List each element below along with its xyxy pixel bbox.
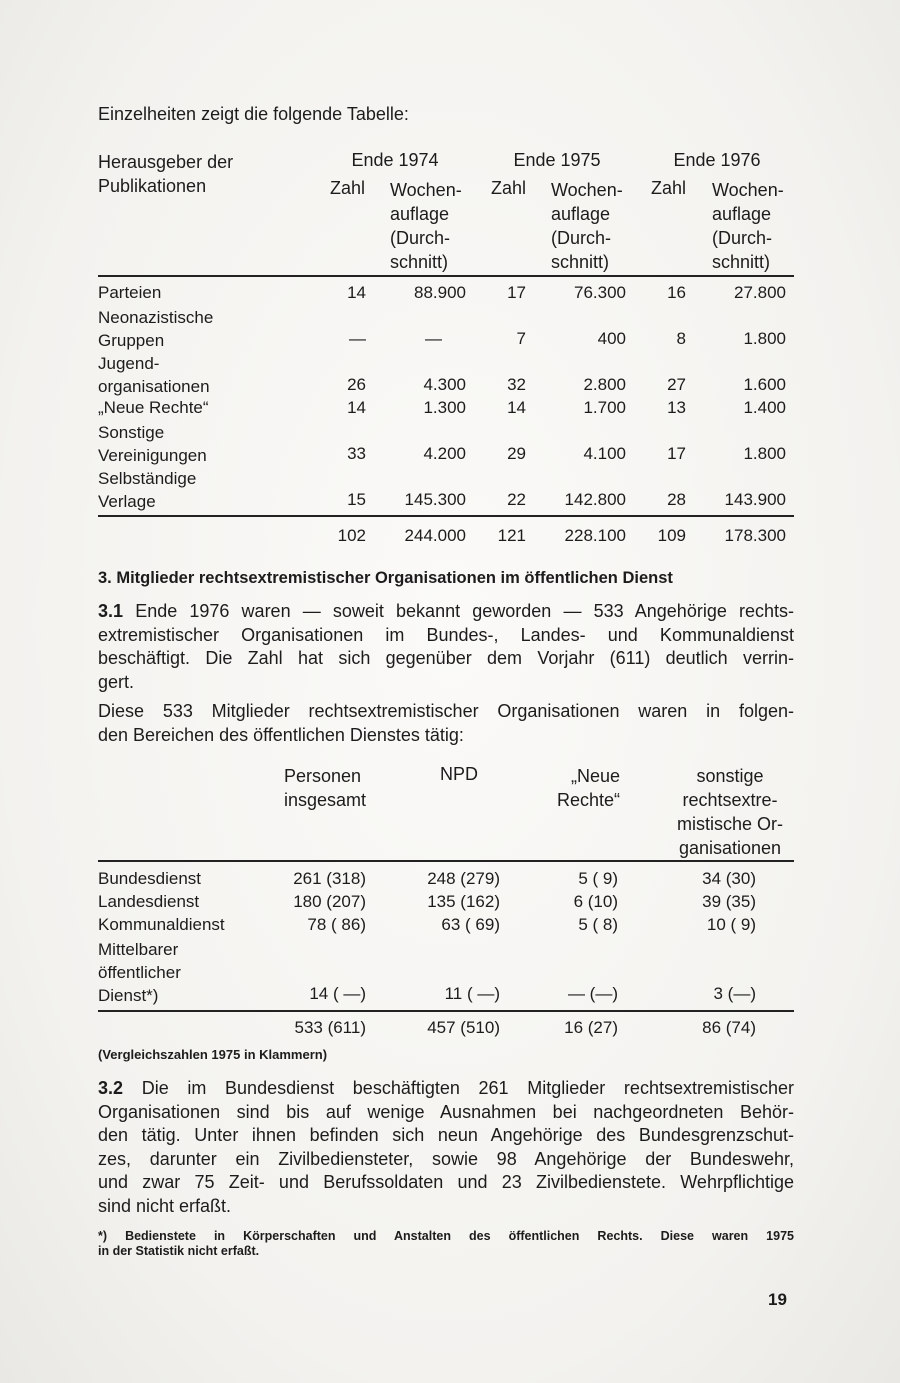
table1-cell: 17 <box>667 444 686 463</box>
table1-cell: 4.200 <box>423 444 466 463</box>
table1-sub-auflage <box>712 178 784 274</box>
auflage-line: (Durch- <box>390 228 451 248</box>
table1-header-line: Publikationen <box>98 176 207 196</box>
table1-cell: 4.300 <box>423 375 466 394</box>
table2-cell: 10 ( 9) <box>706 915 756 934</box>
table2-cell: 5 ( 9) <box>578 869 618 888</box>
table1-row-label: „Neue Rechte“ <box>98 398 209 417</box>
table2-cell: 63 ( 69) <box>441 915 500 934</box>
auflage-line: Wochen- <box>551 180 623 200</box>
table2-cell: 135 (162) <box>427 892 500 911</box>
paragraph-line: Die im Bundesdienst beschäftigten 261 Mitglieder rechtsextremistischer <box>141 1078 794 1098</box>
intro-text: Einzelheiten zeigt die folgende Tabelle: <box>98 104 409 124</box>
table2-cell: 6 (10) <box>573 892 618 911</box>
table1-header-rule <box>98 275 794 277</box>
table1-total-cell: 244.000 <box>404 526 466 545</box>
header-line: Rechte“ <box>556 790 620 810</box>
paragraph-number: 3.1 <box>98 601 124 621</box>
table1-cell: 7 <box>516 329 526 348</box>
table1-cell: 4.100 <box>583 444 626 463</box>
table1-cell: 1.400 <box>743 398 786 417</box>
table1-cell: 22 <box>507 490 526 509</box>
paragraph-line: gert. <box>98 671 135 692</box>
table1-header-publisher <box>98 150 233 198</box>
table1-total-cell: 102 <box>337 526 366 545</box>
table1-cell: 13 <box>667 398 686 417</box>
table1-sub-zahl: Zahl <box>330 178 366 198</box>
table2-header-rule <box>98 860 794 862</box>
table1-sub-auflage <box>390 178 462 274</box>
table2-row-label <box>98 938 181 1007</box>
table2-cell: 261 (318) <box>293 869 366 888</box>
table1-header-line: Herausgeber der <box>98 152 234 172</box>
table1-cell: 145.300 <box>404 490 466 509</box>
label-line: Selbständige <box>98 469 197 488</box>
label-line: öffentlicher <box>98 963 181 982</box>
auflage-line: Wochen- <box>712 180 784 200</box>
table2-row-label: Landesdienst <box>98 892 200 911</box>
table2-cell: 248 (279) <box>427 869 500 888</box>
table1-cell: 143.900 <box>724 490 786 509</box>
table1-cell: 28 <box>667 490 686 509</box>
table2-cell: 78 ( 86) <box>307 915 366 934</box>
section-heading: 3. Mitglieder rechtsextremistischer Organisationen im öffentlichen Dienst <box>98 569 673 587</box>
header-line: sonstige <box>696 766 764 786</box>
table1-group-1974: Ende 1974 <box>351 150 439 170</box>
table2-row-label: Bundesdienst <box>98 869 202 888</box>
table2-cell: — (—) <box>567 984 618 1003</box>
table1-total-rule <box>98 515 794 517</box>
label-line: Gruppen <box>98 331 165 350</box>
table1-cell: — <box>425 329 442 348</box>
header-line: mistische Or- <box>676 814 783 834</box>
paragraph-3-2 <box>98 1077 794 1218</box>
label-line: Neonazistische <box>98 308 214 327</box>
auflage-line: Wochen- <box>390 180 462 200</box>
label-line: organisationen <box>98 377 210 396</box>
table1-total-cell: 121 <box>497 526 526 545</box>
table2-header-personen <box>284 764 366 812</box>
table1-total-cell: 228.100 <box>564 526 626 545</box>
table2-cell: 34 (30) <box>702 869 756 888</box>
paragraph-diese <box>98 700 794 747</box>
label-line: Verlage <box>98 492 156 511</box>
page-number: 19 <box>768 1290 787 1309</box>
table1-sub-zahl: Zahl <box>491 178 527 198</box>
footnote-line: in der Statistik nicht erfaßt. <box>98 1244 260 1258</box>
table2-total-cell: 457 (510) <box>427 1018 500 1037</box>
table1-cell: 2.800 <box>583 375 626 394</box>
paragraph-line: Ende 1976 waren — soweit bekannt geworden — 533 Angehörige rechts- <box>135 601 794 621</box>
table2-header-neue-rechte <box>520 764 620 812</box>
table1-group-1975: Ende 1975 <box>513 150 601 170</box>
table2-cell: 11 ( —) <box>444 984 500 1003</box>
table2-header-sonstige <box>662 764 798 860</box>
table2-cell: 180 (207) <box>293 892 366 911</box>
table1-total-cell: 178.300 <box>724 526 786 545</box>
paragraph-line: Diese 533 Mitglieder rechtsextremistischer Organisationen waren in folgen- <box>98 701 794 721</box>
table1-cell: 27.800 <box>734 283 786 302</box>
table1-cell: 33 <box>347 444 366 463</box>
table1-cell: 400 <box>597 329 626 348</box>
paragraph-line: extremistischer Organisationen im Bundes-, Landes- und Kommunaldienst <box>98 624 794 645</box>
table1-row-label: Parteien <box>98 283 162 302</box>
paragraph-line: beschäftigt. Die Zahl hat sich gegenüber dem Vorjahr (611) deutlich verrin- <box>98 648 794 668</box>
paragraph-line: den tätig. Unter ihnen befinden sich neun Angehörige des Bundesgrenzschut- <box>98 1125 794 1145</box>
header-line: ganisationen <box>678 838 782 858</box>
table1-cell: 14 <box>347 398 366 417</box>
auflage-line: schnitt) <box>551 252 610 272</box>
table1-cell: 32 <box>507 375 526 394</box>
paragraph-number: 3.2 <box>98 1078 124 1098</box>
header-line: rechtsextre- <box>682 790 778 810</box>
table1-cell: 76.300 <box>574 283 626 302</box>
table2-total-cell: 16 (27) <box>564 1018 618 1037</box>
table2-cell: 5 ( 8) <box>578 915 618 934</box>
header-line: insgesamt <box>284 790 367 810</box>
paragraph-line: und zwar 75 Zeit- und Berufssoldaten und 23 Zivilbedienstete. Wehrpflichtige <box>98 1172 794 1192</box>
auflage-line: auflage <box>390 204 450 224</box>
paragraph-line: zes, darunter ein Zivilbediensteter, sowie 98 Angehörige der Bundeswehr, <box>98 1148 794 1169</box>
auflage-line: schnitt) <box>390 252 449 272</box>
auflage-line: schnitt) <box>712 252 771 272</box>
table2-total-rule <box>98 1010 794 1012</box>
header-line: „Neue <box>570 766 620 786</box>
paragraph-line: sind nicht erfaßt. <box>98 1195 232 1216</box>
paragraph-line: den Bereichen des öffentlichen Dienstes tätig: <box>98 724 464 745</box>
auflage-line: auflage <box>712 204 772 224</box>
table1-cell: 1.600 <box>743 375 786 394</box>
table1-cell: 27 <box>667 375 686 394</box>
table1-cell: 1.800 <box>743 329 786 348</box>
table2-header-npd: NPD <box>440 764 479 784</box>
table2-cell: 3 (—) <box>713 984 756 1003</box>
footnote <box>98 1229 794 1259</box>
table1-cell: 26 <box>347 375 366 394</box>
table1-cell: 88.900 <box>414 283 466 302</box>
table1-row-label <box>98 467 196 513</box>
table1-cell: 142.800 <box>564 490 626 509</box>
table1-cell: 1.800 <box>743 444 786 463</box>
table2-row-label: Kommunaldienst <box>98 915 225 934</box>
auflage-line: (Durch- <box>551 228 612 248</box>
footnote-line: *) Bedienstete in Körperschaften und Anstalten des öffentlichen Rechts. Diese waren 1975 <box>98 1229 794 1243</box>
label-line: Dienst*) <box>98 986 159 1005</box>
table1-cell: — <box>349 329 366 348</box>
table1-cell: 16 <box>667 283 686 302</box>
table1-total-cell: 109 <box>657 526 686 545</box>
table1-sub-auflage <box>551 178 623 274</box>
table1-cell: 15 <box>347 490 366 509</box>
paragraph-3-1 <box>98 600 794 694</box>
paragraph-line: Organisationen sind bis auf wenige Ausnahmen bei nachgeordneten Behör- <box>98 1101 794 1122</box>
table1-cell: 14 <box>347 283 366 302</box>
table2-cell: 39 (35) <box>702 892 756 911</box>
table1-group-1976: Ende 1976 <box>673 150 761 170</box>
table1-sub-zahl: Zahl <box>651 178 687 198</box>
auflage-line: auflage <box>551 204 611 224</box>
label-line: Vereinigungen <box>98 446 207 465</box>
table1-cell: 14 <box>507 398 526 417</box>
table1-cell: 17 <box>507 283 526 302</box>
auflage-line: (Durch- <box>712 228 773 248</box>
label-line: Sonstige <box>98 423 165 442</box>
table1-cell: 29 <box>507 444 526 463</box>
table1-cell: 1.300 <box>423 398 466 417</box>
table1-row-label <box>98 306 213 352</box>
table2-note: (Vergleichszahlen 1975 in Klammern) <box>98 1047 328 1062</box>
table1-row-label <box>98 352 210 398</box>
table2-cell: 14 ( —) <box>309 984 366 1003</box>
table1-cell: 1.700 <box>583 398 626 417</box>
table2-total-cell: 86 (74) <box>702 1018 756 1037</box>
table1-cell: 8 <box>676 329 686 348</box>
table2-total-cell: 533 (611) <box>294 1018 366 1037</box>
header-line: Personen <box>284 766 362 786</box>
label-line: Mittelbarer <box>98 940 179 959</box>
label-line: Jugend- <box>98 354 160 373</box>
table1-row-label <box>98 421 207 467</box>
